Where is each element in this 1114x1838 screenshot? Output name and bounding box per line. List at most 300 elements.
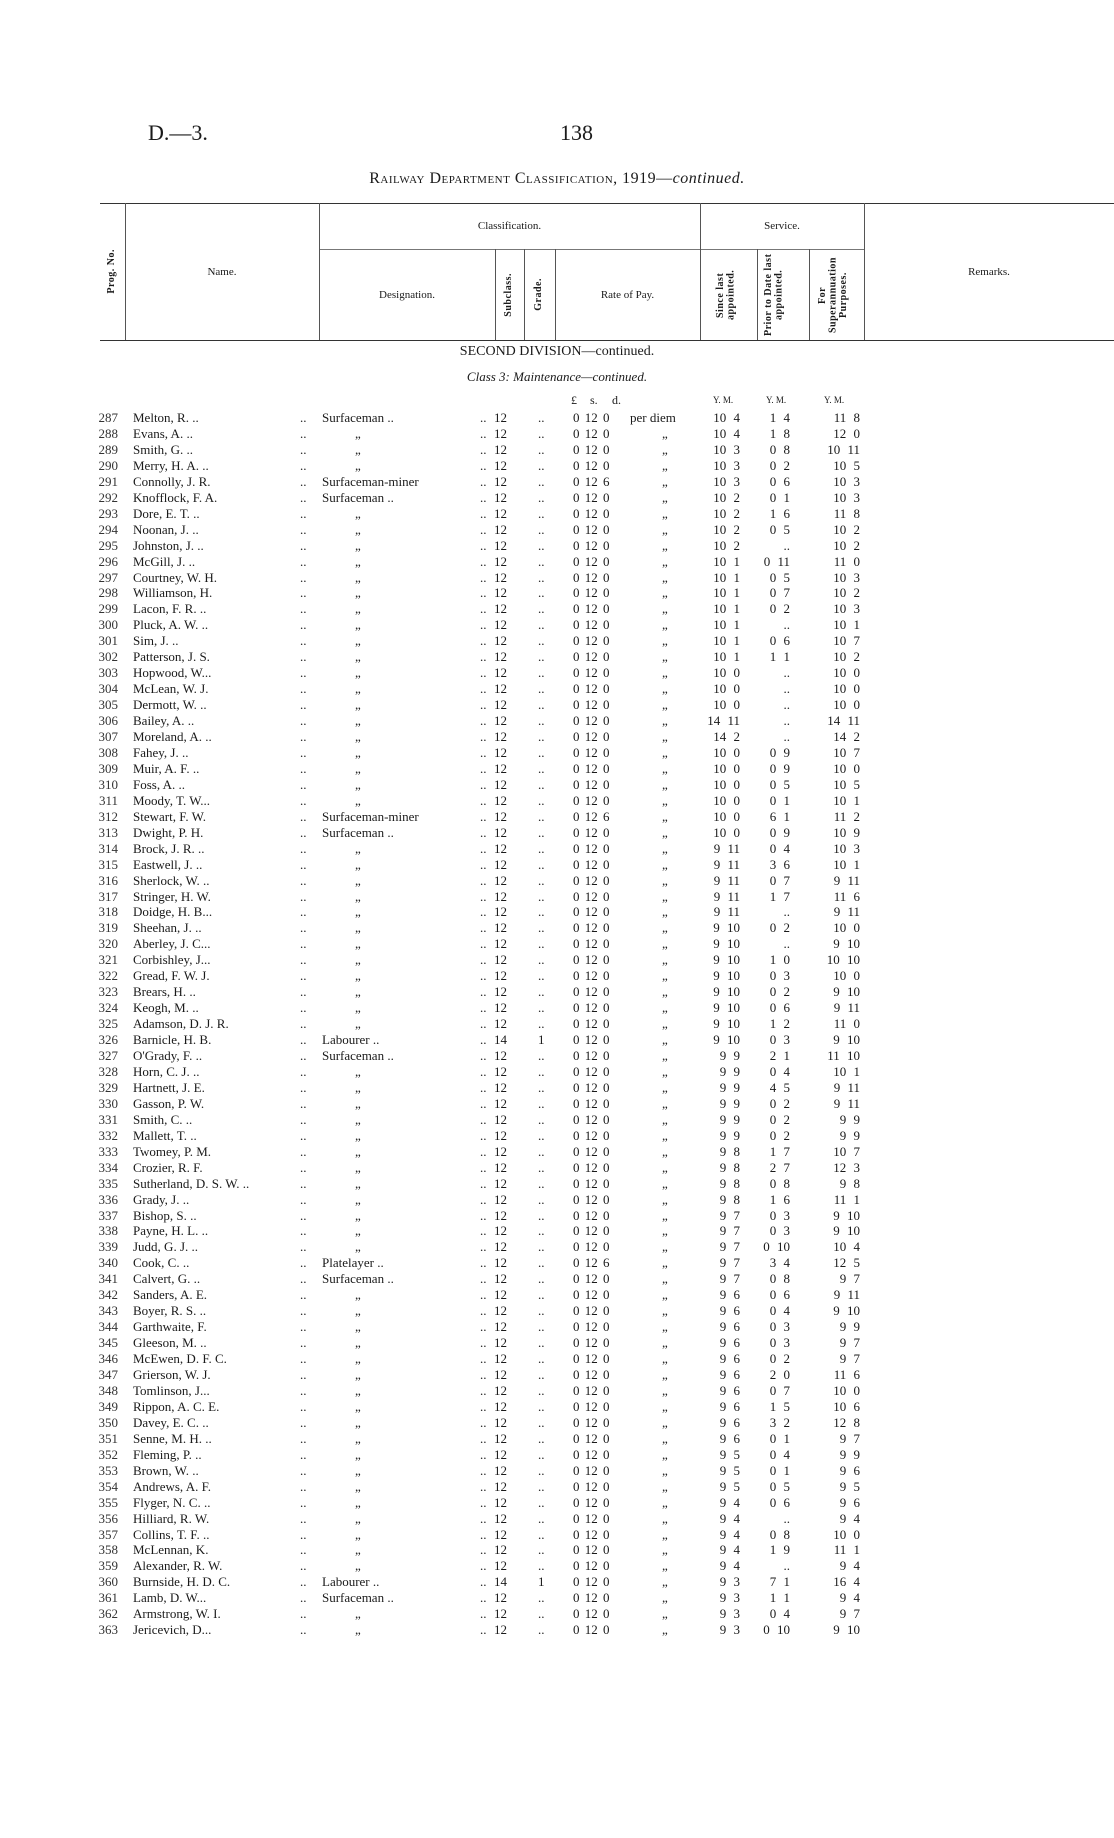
grade: ..: [538, 808, 545, 824]
grade: ..: [538, 920, 545, 936]
leader-dots: ..: [300, 633, 307, 649]
pay-period: „: [662, 521, 668, 537]
rate-of-pay: 0 12 0: [573, 713, 610, 729]
subclass: 12: [494, 1510, 507, 1526]
service-superannuation: 10 9: [833, 824, 860, 840]
pay-period: „: [662, 649, 668, 665]
table-row: [0, 825, 1114, 841]
table-row: [0, 1622, 1114, 1638]
service-prior: 0 2: [769, 984, 790, 1000]
unit-years-months: Y. M.: [824, 395, 845, 405]
grade: ..: [538, 1542, 545, 1558]
header-prog-no-label: Prog. No.: [106, 249, 118, 294]
employee-name: Smith, G. ..: [133, 441, 193, 457]
grade: ..: [538, 1606, 545, 1622]
pay-period: „: [662, 1398, 668, 1414]
pay-period: „: [662, 1574, 668, 1590]
table-row: [0, 522, 1114, 538]
pay-period: „: [662, 1191, 668, 1207]
service-since-last: 9 3: [719, 1574, 740, 1590]
leader-dots: ..: [300, 856, 307, 872]
service-prior: 0 2: [769, 457, 790, 473]
grade: ..: [538, 1510, 545, 1526]
leader-dots: ..: [300, 505, 307, 521]
page-number: 138: [560, 120, 593, 145]
service-superannuation: 11 1: [833, 1191, 860, 1207]
grade: ..: [538, 729, 545, 744]
service-superannuation: 9 10: [833, 936, 860, 952]
rate-of-pay: 0 12 0: [573, 1032, 610, 1048]
service-prior: 0 9: [769, 760, 790, 776]
designation: „: [355, 1351, 361, 1367]
rate-of-pay: 0 12 0: [573, 1382, 610, 1398]
table-row: [0, 1223, 1114, 1239]
service-since-last: 10 0: [713, 681, 740, 697]
employee-name: Bailey, A. ..: [133, 713, 195, 729]
leader-dots: ..: [480, 1287, 487, 1303]
table-row: [0, 1160, 1114, 1176]
subclass: 12: [494, 681, 507, 697]
leader-dots: ..: [300, 489, 307, 505]
subclass: 12: [494, 808, 507, 824]
leader-dots: ..: [480, 856, 487, 872]
service-since-last: 9 7: [719, 1255, 740, 1271]
prog-no: 331: [98, 1111, 118, 1127]
prog-no: 336: [98, 1191, 118, 1207]
employee-name: McLean, W. J.: [133, 681, 209, 697]
employee-name: Merry, H. A. ..: [133, 457, 209, 473]
employee-name: Hartnett, J. E.: [133, 1079, 205, 1095]
table-row: [0, 1176, 1114, 1192]
employee-name: Gread, F. W. J.: [133, 968, 210, 984]
header-grade-label: Grade.: [533, 278, 545, 311]
designation: „: [355, 1478, 361, 1494]
rate-of-pay: 0 12 0: [573, 601, 610, 617]
grade: ..: [538, 1016, 545, 1032]
employee-name: Brock, J. R. ..: [133, 840, 205, 856]
pay-period: „: [662, 553, 668, 569]
subclass: 12: [494, 840, 507, 856]
table-row: [0, 1319, 1114, 1335]
leader-dots: ..: [300, 473, 307, 489]
rate-of-pay: 0 12 0: [573, 1590, 610, 1606]
designation: „: [355, 1398, 361, 1414]
service-since-last: 9 10: [713, 1016, 740, 1032]
leader-dots: ..: [480, 425, 487, 441]
prog-no: 335: [98, 1175, 118, 1191]
prog-no: 341: [98, 1271, 118, 1287]
table-row: [0, 745, 1114, 761]
prog-no: 296: [98, 553, 118, 569]
leader-dots: ..: [300, 792, 307, 808]
leader-dots: ..: [480, 1462, 487, 1478]
leader-dots: ..: [300, 1207, 307, 1223]
table-row: [0, 761, 1114, 777]
employee-name: Crozier, R. F.: [133, 1159, 203, 1175]
rate-of-pay: 0 12 0: [573, 1159, 610, 1175]
service-since-last: 9 9: [719, 1095, 740, 1111]
designation: Surfaceman-miner: [322, 473, 419, 489]
service-prior: 0 2: [769, 1111, 790, 1127]
grade: ..: [538, 649, 545, 665]
table-row: [0, 1064, 1114, 1080]
service-prior: 0 4: [769, 840, 790, 856]
service-superannuation: 9 11: [833, 872, 860, 888]
grade: ..: [538, 984, 545, 1000]
header-prior: [757, 252, 809, 338]
table-row: [0, 1574, 1114, 1590]
pay-period: „: [662, 824, 668, 840]
service-prior: ..: [783, 904, 790, 920]
service-prior: ..: [783, 729, 790, 744]
leader-dots: ..: [480, 1478, 487, 1494]
prog-no: 300: [98, 617, 118, 633]
table-row: [0, 1080, 1114, 1096]
rate-of-pay: 0 12 0: [573, 729, 610, 744]
prog-no: 313: [98, 824, 118, 840]
grade: ..: [538, 968, 545, 984]
table-row: [0, 857, 1114, 873]
pay-period: „: [662, 1239, 668, 1255]
service-superannuation: 10 0: [833, 665, 860, 681]
leader-dots: ..: [480, 936, 487, 952]
service-since-last: 9 8: [719, 1159, 740, 1175]
leader-dots: ..: [300, 952, 307, 968]
rate-of-pay: 0 12 0: [573, 1351, 610, 1367]
pay-period: „: [662, 1223, 668, 1239]
employee-name: Payne, H. L. ..: [133, 1223, 209, 1239]
prog-no: 352: [98, 1446, 118, 1462]
grade: ..: [538, 1191, 545, 1207]
service-superannuation: 9 10: [833, 984, 860, 1000]
service-superannuation: 10 0: [833, 968, 860, 984]
table-row: [0, 458, 1114, 474]
pay-period: „: [662, 1558, 668, 1574]
service-prior: 0 7: [769, 872, 790, 888]
service-since-last: 9 7: [719, 1207, 740, 1223]
designation: „: [355, 1382, 361, 1398]
leader-dots: ..: [300, 1414, 307, 1430]
designation: „: [355, 1143, 361, 1159]
leader-dots: ..: [480, 1207, 487, 1223]
rate-of-pay: 0 12 0: [573, 936, 610, 952]
rate-of-pay: 0 12 0: [573, 1000, 610, 1016]
subclass: 12: [494, 1127, 507, 1143]
grade: ..: [538, 553, 545, 569]
prog-no: 347: [98, 1367, 118, 1382]
leader-dots: ..: [300, 1430, 307, 1446]
pay-period: „: [662, 1159, 668, 1175]
subclass: 12: [494, 1382, 507, 1398]
table-row: [0, 474, 1114, 490]
rate-of-pay: 0 12 0: [573, 1622, 610, 1638]
table-row: [0, 936, 1114, 952]
rate-of-pay: 0 12 0: [573, 457, 610, 473]
pay-period: „: [662, 1287, 668, 1303]
employee-name: Fahey, J. ..: [133, 744, 189, 760]
service-since-last: 9 4: [719, 1526, 740, 1542]
service-since-last: 9 6: [719, 1303, 740, 1319]
prog-no: 329: [98, 1079, 118, 1095]
grade: ..: [538, 856, 545, 872]
subclass: 12: [494, 920, 507, 936]
grade: ..: [538, 744, 545, 760]
leader-dots: ..: [480, 1367, 487, 1382]
service-since-last: 9 10: [713, 936, 740, 952]
grade: ..: [538, 1223, 545, 1239]
grade: ..: [538, 1382, 545, 1398]
designation: „: [355, 792, 361, 808]
leader-dots: ..: [480, 808, 487, 824]
grade: ..: [538, 569, 545, 585]
prog-no: 292: [98, 489, 118, 505]
employee-name: Brears, H. ..: [133, 984, 196, 1000]
service-superannuation: 10 0: [833, 1526, 860, 1542]
service-superannuation: 9 11: [833, 1287, 860, 1303]
service-prior: 1 7: [769, 1143, 790, 1159]
table-row: [0, 968, 1114, 984]
leader-dots: ..: [300, 1079, 307, 1095]
prog-no: 332: [98, 1127, 118, 1143]
service-superannuation: 9 7: [839, 1351, 860, 1367]
service-since-last: 10 0: [713, 776, 740, 792]
subclass: 12: [494, 1271, 507, 1287]
service-since-last: 9 9: [719, 1079, 740, 1095]
prog-no: 311: [98, 792, 118, 808]
service-since-last: 9 11: [713, 840, 740, 856]
employee-name: Hopwood, W...: [133, 665, 212, 681]
table-row: [0, 570, 1114, 586]
leader-dots: ..: [300, 936, 307, 952]
service-since-last: 9 6: [719, 1414, 740, 1430]
grade: ..: [538, 1287, 545, 1303]
pay-period: „: [662, 840, 668, 856]
service-superannuation: 10 2: [833, 585, 860, 601]
employee-name: Armstrong, W. I.: [133, 1606, 221, 1622]
table-row: [0, 665, 1114, 681]
pay-period: „: [662, 729, 668, 744]
service-prior: 0 10: [763, 1622, 790, 1638]
service-superannuation: 9 9: [839, 1127, 860, 1143]
service-since-last: 9 8: [719, 1191, 740, 1207]
service-prior: 0 2: [769, 1127, 790, 1143]
table-row: [0, 1463, 1114, 1479]
employee-name: Brown, W. ..: [133, 1462, 199, 1478]
service-prior: 2 1: [769, 1048, 790, 1063]
designation: Surfaceman ..: [322, 1271, 394, 1287]
prog-no: 330: [98, 1095, 118, 1111]
rate-of-pay: 0 12 0: [573, 824, 610, 840]
subclass: 12: [494, 744, 507, 760]
pay-period: „: [662, 904, 668, 920]
subclass: 12: [494, 1542, 507, 1558]
service-prior: 0 1: [769, 1462, 790, 1478]
leader-dots: ..: [480, 984, 487, 1000]
table-row: [0, 410, 1114, 426]
designation: „: [355, 1494, 361, 1510]
employee-name: Corbishley, J...: [133, 952, 211, 968]
table-row: [0, 1016, 1114, 1032]
employee-name: Adamson, D. J. R.: [133, 1016, 229, 1032]
leader-dots: ..: [300, 1032, 307, 1048]
pay-period: „: [662, 601, 668, 617]
rate-of-pay: 0 12 0: [573, 1398, 610, 1414]
service-prior: 1 9: [769, 1542, 790, 1558]
leader-dots: ..: [480, 760, 487, 776]
leader-dots: ..: [480, 1398, 487, 1414]
grade: ..: [538, 1414, 545, 1430]
pay-period: „: [662, 665, 668, 681]
leader-dots: ..: [300, 1111, 307, 1127]
leader-dots: ..: [300, 1351, 307, 1367]
service-since-last: 9 11: [713, 904, 740, 920]
service-since-last: 9 11: [713, 872, 740, 888]
leader-dots: ..: [480, 776, 487, 792]
leader-dots: ..: [480, 1382, 487, 1398]
service-superannuation: 10 3: [833, 473, 860, 489]
subclass: 12: [494, 1430, 507, 1446]
grade: ..: [538, 1271, 545, 1287]
service-since-last: 14 11: [707, 713, 740, 729]
pay-period: „: [662, 1095, 668, 1111]
leader-dots: ..: [300, 1095, 307, 1111]
service-superannuation: 9 10: [833, 1303, 860, 1319]
service-superannuation: 9 10: [833, 1223, 860, 1239]
employee-name: Fleming, P. ..: [133, 1446, 202, 1462]
table-row: [0, 873, 1114, 889]
subclass: 12: [494, 1335, 507, 1351]
service-since-last: 10 1: [713, 569, 740, 585]
service-superannuation: 9 6: [839, 1462, 860, 1478]
service-prior: 0 4: [769, 1446, 790, 1462]
rate-of-pay: 0 12 0: [573, 585, 610, 601]
subclass: 12: [494, 1478, 507, 1494]
leader-dots: ..: [480, 1319, 487, 1335]
designation: Surfaceman ..: [322, 410, 394, 425]
service-prior: 2 7: [769, 1159, 790, 1175]
rate-of-pay: 0 12 0: [573, 1095, 610, 1111]
leader-dots: ..: [480, 441, 487, 457]
rate-of-pay: 0 12 0: [573, 1079, 610, 1095]
employee-name: Moreland, A. ..: [133, 729, 212, 744]
designation: „: [355, 1414, 361, 1430]
service-superannuation: 10 7: [833, 633, 860, 649]
prog-no: 343: [98, 1303, 118, 1319]
service-since-last: 9 7: [719, 1223, 740, 1239]
service-since-last: 9 3: [719, 1606, 740, 1622]
leader-dots: ..: [300, 1367, 307, 1382]
leader-dots: ..: [300, 729, 307, 744]
employee-name: Sanders, A. E.: [133, 1287, 208, 1303]
service-superannuation: 12 0: [833, 425, 860, 441]
leader-dots: ..: [480, 952, 487, 968]
prog-no: 338: [98, 1223, 118, 1239]
employee-name: Senne, M. H. ..: [133, 1430, 212, 1446]
employee-name: Moody, T. W...: [133, 792, 211, 808]
designation: „: [355, 1223, 361, 1239]
employee-name: Smith, C. ..: [133, 1111, 193, 1127]
service-since-last: 10 1: [713, 601, 740, 617]
service-since-last: 9 10: [713, 968, 740, 984]
employee-name: Boyer, R. S. ..: [133, 1303, 207, 1319]
grade: ..: [538, 1590, 545, 1606]
service-superannuation: 10 3: [833, 489, 860, 505]
pay-period: „: [662, 1319, 668, 1335]
leader-dots: ..: [480, 744, 487, 760]
employee-name: Courtney, W. H.: [133, 569, 218, 585]
service-prior: 0 6: [769, 1000, 790, 1016]
table-row: [0, 1128, 1114, 1144]
leader-dots: ..: [300, 1622, 307, 1638]
leader-dots: ..: [300, 569, 307, 585]
employee-name: Connolly, J. R.: [133, 473, 211, 489]
leader-dots: ..: [480, 569, 487, 585]
designation: „: [355, 729, 361, 744]
table-row: [0, 585, 1114, 601]
subclass: 12: [494, 1111, 507, 1127]
table-row: [0, 1511, 1114, 1527]
service-since-last: 9 6: [719, 1382, 740, 1398]
pay-period: „: [662, 1127, 668, 1143]
employee-name: Grierson, W. J.: [133, 1367, 211, 1382]
service-prior: ..: [783, 936, 790, 952]
service-superannuation: 9 11: [833, 1079, 860, 1095]
pay-period: „: [662, 744, 668, 760]
service-prior: 0 7: [769, 1382, 790, 1398]
rate-of-pay: 0 12 0: [573, 744, 610, 760]
pay-period: „: [662, 569, 668, 585]
pay-period: „: [662, 1143, 668, 1159]
leader-dots: ..: [300, 537, 307, 553]
service-prior: 1 5: [769, 1398, 790, 1414]
prog-no: 350: [98, 1414, 118, 1430]
designation: „: [355, 1462, 361, 1478]
service-since-last: 10 1: [713, 553, 740, 569]
pay-period: „: [662, 856, 668, 872]
grade: ..: [538, 776, 545, 792]
leader-dots: ..: [300, 1510, 307, 1526]
service-since-last: 10 0: [713, 808, 740, 824]
prog-no: 342: [98, 1287, 118, 1303]
service-since-last: 9 6: [719, 1351, 740, 1367]
service-prior: ..: [783, 1510, 790, 1526]
leader-dots: ..: [480, 1175, 487, 1191]
table-row: [0, 1032, 1114, 1048]
subclass: 12: [494, 1063, 507, 1079]
grade: ..: [538, 1239, 545, 1255]
subclass: 12: [494, 537, 507, 553]
pay-period: „: [662, 984, 668, 1000]
designation: „: [355, 697, 361, 713]
employee-name: Aberley, J. C...: [133, 936, 211, 952]
prog-no: 320: [98, 936, 118, 952]
leader-dots: ..: [480, 1574, 487, 1590]
service-prior: 0 1: [769, 1430, 790, 1446]
grade: ..: [538, 521, 545, 537]
service-superannuation: 9 11: [833, 1000, 860, 1016]
table-row: [0, 1096, 1114, 1112]
prog-no: 356: [98, 1510, 118, 1526]
leader-dots: ..: [480, 585, 487, 601]
subclass: 12: [494, 521, 507, 537]
service-prior: 0 11: [763, 553, 790, 569]
employee-name: Twomey, P. M.: [133, 1143, 212, 1159]
designation: „: [355, 1319, 361, 1335]
leader-dots: ..: [480, 968, 487, 984]
header-prog-no: [100, 203, 125, 340]
service-prior: 0 4: [769, 1606, 790, 1622]
service-superannuation: 10 4: [833, 1239, 860, 1255]
